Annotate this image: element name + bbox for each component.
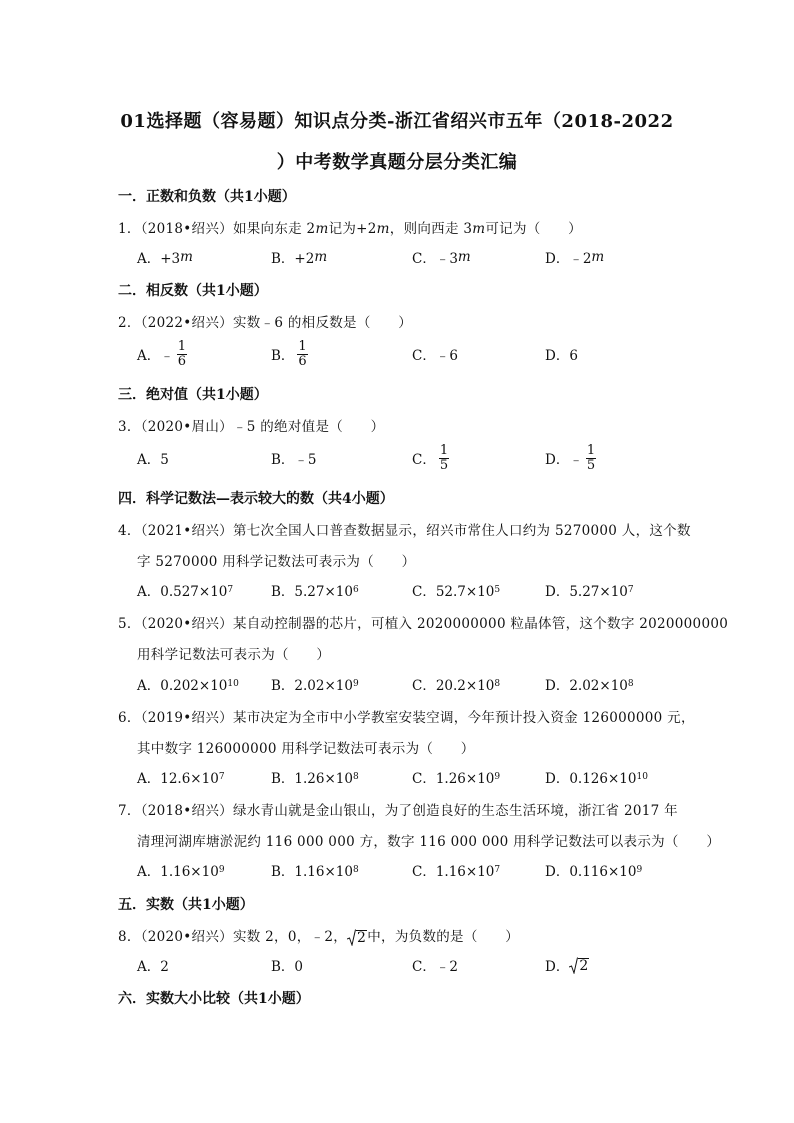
option-a[interactable]: A．+3 m <box>137 249 193 267</box>
option-b[interactable]: B．1.16×10 8 <box>271 864 359 880</box>
fraction: $\frac{1}{6}$ <box>298 338 307 369</box>
option-a[interactable]: A．1.16×10 9 <box>137 864 225 880</box>
question-7-options <box>137 855 677 885</box>
option-c[interactable]: C．1.16×10 7 <box>412 864 501 880</box>
option-c[interactable]: C．1.26×10 9 <box>412 771 501 787</box>
section-heading-opposite-number: 二．相反数（共1小题） <box>118 283 268 299</box>
option-a[interactable]: A．12.6×10 7 <box>137 771 225 787</box>
fraction: $\frac{1}{5}$ <box>586 442 596 473</box>
option-b[interactable]: B．+2 m <box>271 249 328 267</box>
question-7-line1: 7．（2018•绍兴）绿水青山就是金山银山，为了创造良好的生态生活环境，浙江省 2017 年 <box>118 803 678 819</box>
option-d[interactable]: D．﹣2 m <box>545 249 605 267</box>
option-d[interactable]: D． 2 <box>545 957 589 975</box>
fraction: $\frac{1}{5}$ <box>439 442 449 473</box>
option-a[interactable]: A． ﹣ $\frac{1}{6}$ <box>137 338 187 369</box>
option-c[interactable]: C．﹣6 <box>412 348 458 364</box>
question-6-options <box>137 762 677 792</box>
question-5-line1: 5．（2020•绍兴）某自动控制器的芯片，可植入 2020000000 粒晶体管，这个数字 2020000000 <box>118 616 729 632</box>
question-1-options <box>137 242 677 272</box>
question-5-line2: 用科学记数法可表示为（ ） <box>137 647 331 663</box>
option-b[interactable]: B．5.27×10 6 <box>271 584 359 600</box>
option-b[interactable]: B． $\frac{1}{6}$ <box>271 338 307 369</box>
question-4-line1: 4．（2021•绍兴）第七次全国人口普查数据显示，绍兴市常住人口约为 5270000 人，这个数 <box>118 523 691 539</box>
question-3-options <box>137 443 677 473</box>
section-heading-absolute-value: 三．绝对值（共1小题） <box>118 387 268 403</box>
option-d[interactable]: D．0.116×10 9 <box>545 864 643 880</box>
question-5-options <box>137 669 677 699</box>
document-title-line2: ）中考数学真题分层分类汇编 <box>276 152 518 173</box>
document-title-line1: 01选择题（容易题）知识点分类-浙江省绍兴市五年（2018-2022 <box>120 111 674 132</box>
option-c[interactable]: C．﹣2 <box>412 959 458 975</box>
question-2-stem: 2．（2022•绍兴）实数﹣6 的相反数是（ ） <box>118 315 413 331</box>
option-d[interactable]: D．5.27×10 7 <box>545 584 634 600</box>
option-b[interactable]: B．2.02×10 9 <box>271 678 359 694</box>
question-4-line2: 字 5270000 用科学记数法可表示为（ ） <box>137 554 416 570</box>
section-heading-real-number-comparison: 六．实数大小比较（共1小题） <box>118 991 310 1007</box>
option-b[interactable]: B．1.26×10 8 <box>271 771 359 787</box>
question-4-options <box>137 575 677 605</box>
option-d[interactable]: D．6 <box>545 348 578 364</box>
option-b[interactable]: B．﹣5 <box>271 452 317 468</box>
question-7-line2: 清理河湖库塘淤泥约 116 000 000 方，数字 116 000 000 用科学记数法可以表示为（ ） <box>137 834 721 850</box>
option-d[interactable]: D．﹣ $\frac{1}{5}$ <box>545 442 596 473</box>
question-6-line2: 其中数字 126000000 用科学记数法可表示为（ ） <box>137 741 475 757</box>
option-a[interactable]: A．0.202×10 10 <box>137 678 239 694</box>
option-b[interactable]: B．0 <box>271 959 304 975</box>
question-3-stem: 3．（2020•眉山）﹣5 的绝对值是（ ） <box>118 419 385 435</box>
option-d[interactable]: D．2.02×10 8 <box>545 678 634 694</box>
question-8-options <box>137 950 677 980</box>
section-heading-real-numbers: 五．实数（共1小题） <box>118 897 254 913</box>
option-c[interactable]: C．20.2×10 8 <box>412 678 501 694</box>
section-heading-positive-negative: 一．正数和负数（共1小题） <box>118 189 296 205</box>
square-root: 2 <box>569 957 589 974</box>
question-6-line1: 6．（2019•绍兴）某市决定为全市中小学教室安装空调，今年预计投入资金 126000000 元， <box>118 710 695 726</box>
fraction: $\frac{1}{6}$ <box>177 338 187 369</box>
question-2-options <box>137 339 677 369</box>
option-c[interactable]: C．﹣3 m <box>412 249 471 267</box>
option-d[interactable]: D．0.126×10 10 <box>545 771 648 787</box>
option-c[interactable]: C．52.7×10 5 <box>412 584 501 600</box>
option-c[interactable]: C． $\frac{1}{5}$ <box>412 442 449 473</box>
question-1-stem: 1．（2018•绍兴）如果向东走 2m记为+2m，则向西走 3m可记为（ ） <box>118 221 582 237</box>
square-root: 2 <box>347 929 367 946</box>
section-heading-scientific-notation: 四．科学记数法—表示较大的数（共4小题） <box>118 491 394 507</box>
option-a[interactable]: A．5 <box>137 452 169 468</box>
option-a[interactable]: A．0.527×10 7 <box>137 584 234 600</box>
question-8-stem: 8．（2020•绍兴）实数 2，0，﹣2， 2 中，为负数的是（ ） <box>118 929 520 946</box>
option-a[interactable]: A．2 <box>137 959 169 975</box>
